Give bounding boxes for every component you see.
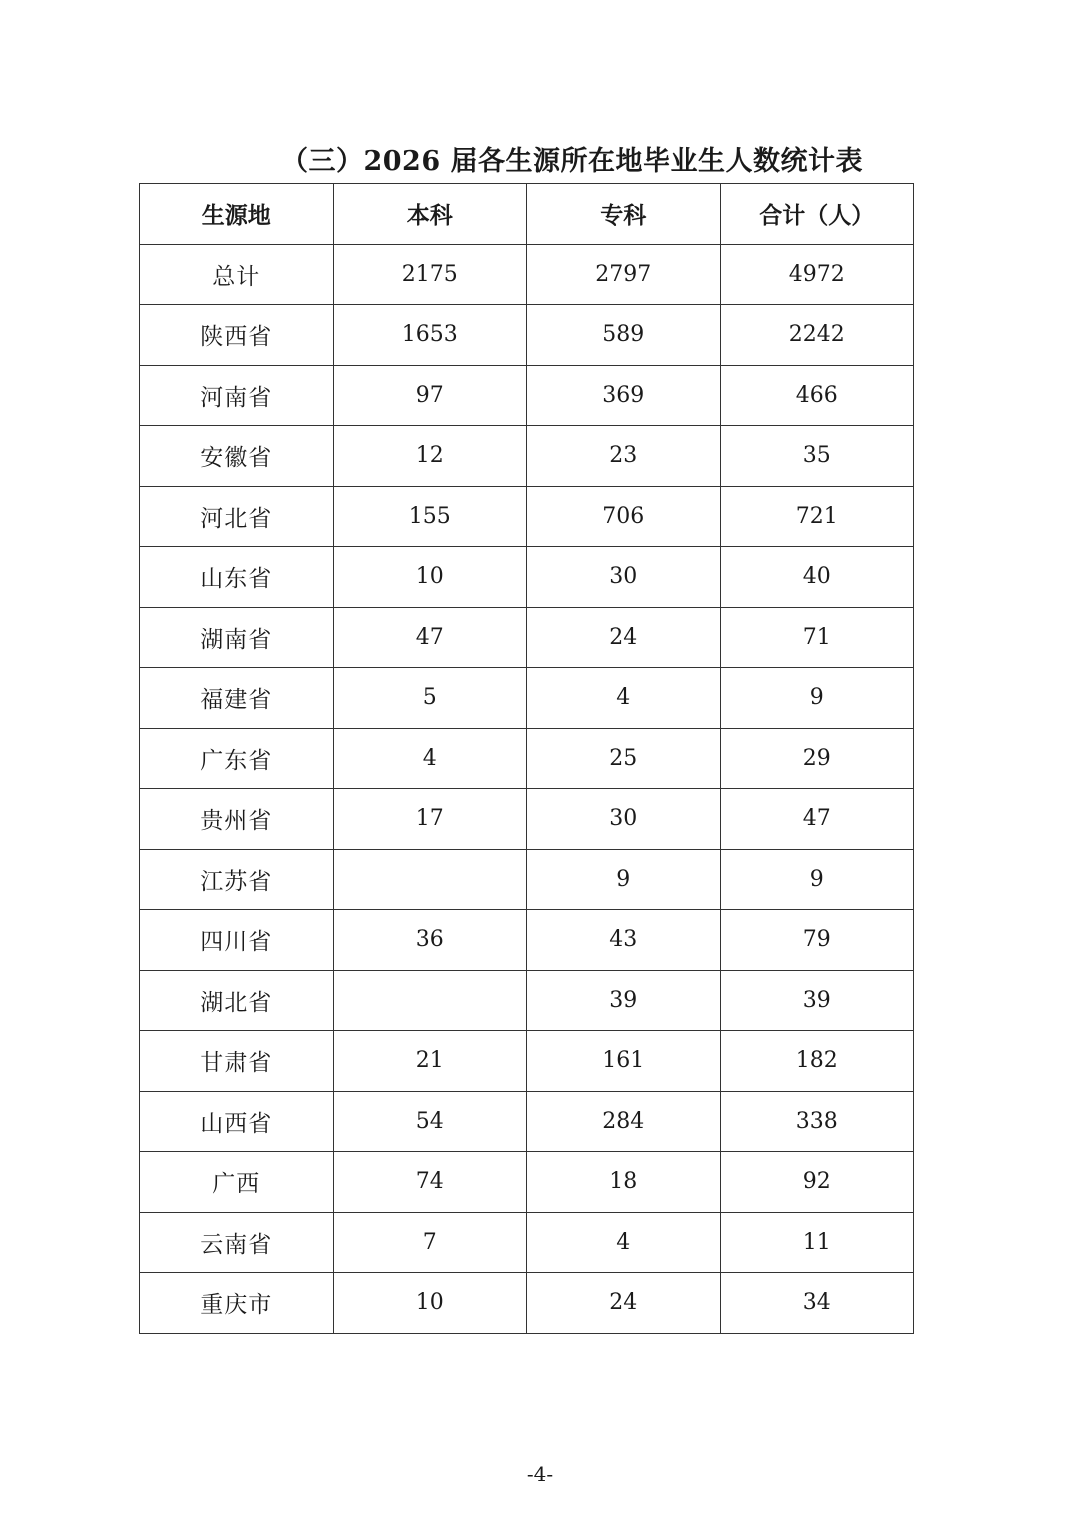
cell-junior-college: 24 — [527, 607, 721, 668]
cell-origin: 四川省 — [140, 910, 334, 971]
cell-undergraduate: 47 — [333, 607, 527, 668]
cell-origin: 云南省 — [140, 1212, 334, 1273]
cell-junior-college: 589 — [527, 305, 721, 366]
cell-origin: 甘肃省 — [140, 1031, 334, 1092]
table-row — [140, 668, 914, 729]
cell-origin: 山东省 — [140, 547, 334, 608]
cell-total: 721 — [720, 486, 914, 547]
cell-total: 40 — [720, 547, 914, 608]
cell-undergraduate — [333, 849, 527, 910]
table-row — [140, 1273, 914, 1334]
cell-undergraduate: 10 — [333, 547, 527, 608]
cell-origin: 福建省 — [140, 668, 334, 729]
cell-undergraduate: 36 — [333, 910, 527, 971]
table-row — [140, 244, 914, 305]
cell-undergraduate: 97 — [333, 365, 527, 426]
cell-origin: 湖南省 — [140, 607, 334, 668]
cell-origin: 山西省 — [140, 1091, 334, 1152]
cell-total: 92 — [720, 1152, 914, 1213]
cell-total: 39 — [720, 970, 914, 1031]
cell-total: 34 — [720, 1273, 914, 1334]
cell-junior-college: 9 — [527, 849, 721, 910]
cell-junior-college: 369 — [527, 365, 721, 426]
cell-origin: 贵州省 — [140, 789, 334, 850]
table-row — [140, 728, 914, 789]
cell-junior-college: 2797 — [527, 244, 721, 305]
table-row — [140, 1031, 914, 1092]
cell-junior-college: 24 — [527, 1273, 721, 1334]
cell-total: 9 — [720, 849, 914, 910]
table-row — [140, 607, 914, 668]
table-row — [140, 305, 914, 366]
cell-junior-college: 4 — [527, 668, 721, 729]
table-row — [140, 486, 914, 547]
table-row — [140, 1212, 914, 1273]
cell-undergraduate: 5 — [333, 668, 527, 729]
cell-undergraduate: 7 — [333, 1212, 527, 1273]
cell-total: 35 — [720, 426, 914, 487]
cell-undergraduate: 54 — [333, 1091, 527, 1152]
cell-junior-college: 284 — [527, 1091, 721, 1152]
cell-origin: 河北省 — [140, 486, 334, 547]
cell-undergraduate: 74 — [333, 1152, 527, 1213]
cell-total: 47 — [720, 789, 914, 850]
header-origin: 生源地 — [140, 184, 334, 245]
cell-undergraduate: 2175 — [333, 244, 527, 305]
cell-junior-college: 25 — [527, 728, 721, 789]
document-title: （三）2026 届各生源所在地毕业生人数统计表 — [280, 146, 864, 177]
cell-origin: 广东省 — [140, 728, 334, 789]
cell-undergraduate: 17 — [333, 789, 527, 850]
cell-junior-college: 43 — [527, 910, 721, 971]
cell-total: 182 — [720, 1031, 914, 1092]
table-row — [140, 849, 914, 910]
cell-undergraduate: 4 — [333, 728, 527, 789]
cell-origin: 陕西省 — [140, 305, 334, 366]
cell-junior-college: 30 — [527, 789, 721, 850]
cell-total: 4972 — [720, 244, 914, 305]
cell-undergraduate: 21 — [333, 1031, 527, 1092]
table-row — [140, 789, 914, 850]
page-number: -4- — [526, 1462, 554, 1486]
cell-junior-college: 18 — [527, 1152, 721, 1213]
cell-origin: 河南省 — [140, 365, 334, 426]
cell-undergraduate: 1653 — [333, 305, 527, 366]
cell-total: 338 — [720, 1091, 914, 1152]
cell-junior-college: 39 — [527, 970, 721, 1031]
cell-total: 29 — [720, 728, 914, 789]
cell-total: 71 — [720, 607, 914, 668]
cell-total: 79 — [720, 910, 914, 971]
cell-junior-college: 23 — [527, 426, 721, 487]
cell-undergraduate: 10 — [333, 1273, 527, 1334]
cell-origin: 江苏省 — [140, 849, 334, 910]
cell-origin: 重庆市 — [140, 1273, 334, 1334]
header-junior-college: 专科 — [527, 184, 721, 245]
graduates-by-origin-table — [139, 183, 914, 1334]
cell-junior-college: 4 — [527, 1212, 721, 1273]
cell-total: 11 — [720, 1212, 914, 1273]
cell-origin: 湖北省 — [140, 970, 334, 1031]
table-row — [140, 910, 914, 971]
cell-junior-college: 161 — [527, 1031, 721, 1092]
cell-junior-college: 706 — [527, 486, 721, 547]
table-row — [140, 1152, 914, 1213]
cell-origin: 广西 — [140, 1152, 334, 1213]
cell-undergraduate: 12 — [333, 426, 527, 487]
cell-total: 9 — [720, 668, 914, 729]
cell-junior-college: 30 — [527, 547, 721, 608]
table-row — [140, 426, 914, 487]
cell-total: 2242 — [720, 305, 914, 366]
table-row — [140, 970, 914, 1031]
cell-total: 466 — [720, 365, 914, 426]
cell-undergraduate — [333, 970, 527, 1031]
header-total: 合计（人） — [720, 184, 914, 245]
table-row — [140, 365, 914, 426]
cell-origin: 总计 — [140, 244, 334, 305]
table-header-row — [140, 184, 914, 245]
header-undergraduate: 本科 — [333, 184, 527, 245]
cell-undergraduate: 155 — [333, 486, 527, 547]
table-row — [140, 1091, 914, 1152]
cell-origin: 安徽省 — [140, 426, 334, 487]
table-row — [140, 547, 914, 608]
